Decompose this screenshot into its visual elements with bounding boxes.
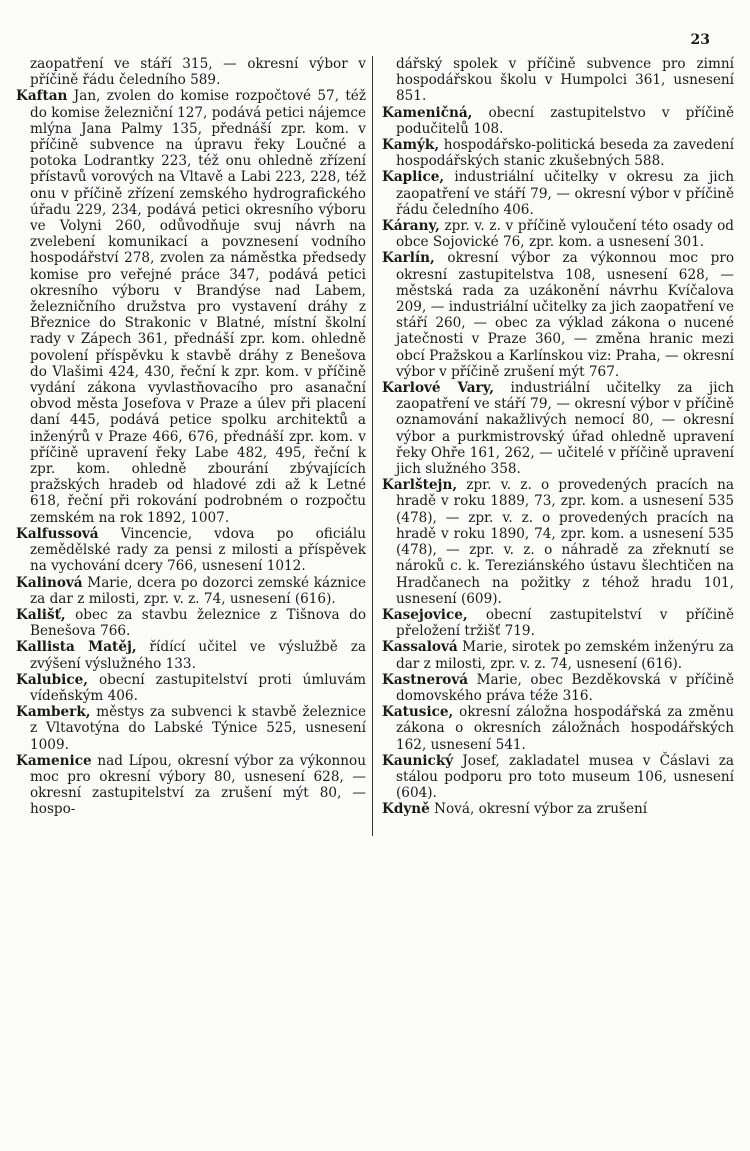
entry-heading: Karlín, bbox=[382, 250, 435, 267]
index-entry bbox=[16, 526, 366, 575]
entry-text: hospodářsko-politická beseda za zavedení hospodářských stanic zkušebných 588. bbox=[396, 137, 734, 170]
entry-text: Marie, sirotek po zemském inženýru za dar z milosti, zpr. v. z. 74, usnesení (616). bbox=[396, 639, 734, 672]
entry-text: industriální učitelky za jich zaopatření ve stáří 79, — okresní výbor v příčině oznamování nakažlivých nemocí 80, — okresní výbor a purkmistrovský úřad ohledně upravení řeky Ohře 161, 262, — učitelé v příčině upravení jich služného 358. bbox=[396, 380, 734, 478]
entry-heading: Karlštejn, bbox=[382, 477, 458, 494]
entry-text: zaopatření ve stáří 315, — okresní výbor v příčině řádu čeledního 589. bbox=[30, 56, 366, 89]
entry-text: nad Lípou, okresní výbor za výkonnou moc pro okresní výbory 80, usnesení 628, — okresní zastupitelství za zrušení mýt 80, — hospo- bbox=[30, 752, 366, 818]
entry-text: Jan, zvolen do komise rozpočtové 57, též do komise železniční 127, podává petici nájemce mlýna Jana Palmy 135, přednáší zpr. kom. v příčině subvence na úpravu řeky Loučné a potoka Lodrantky 223, též onu ohledně zřízení přístavů vorových na Vltavě a Labi 223, 228, též onu v příčině zřízení zemského hydrografického úřadu 229, 234, podává petici okresního výboru ve Volyni 260, odůvodňuje svuj návrh na zvelebení komunikací a povznesení vodního hospodářství 278, zvolen za náměstka předsedy komise pro veřejné práce 347, podává petici okresního výboru v Brandýse nad Labem, železničního družstva pro vystavení dráhy z Březnice do Strakonic v Blatné, místní školní rady v Zápech 361, přednáší zpr. kom. ohledně povolení příspěvku k stavbě dráhy z Benešova do Vlašimi 424, 430, řeční k zpr. kom. v příčině vydání zákona vyvlastňovacího pro asanační obvod města Josefova v Praze a úlev při placení daní 445, podává petice spolku architektů a inženýrů v Praze 466, 676, přednáší zpr. kom. v příčině upravení řeky Labe 482, 495, řeční k zpr. kom. ohledně zbourání zbývajících pražských hradeb od hladové zdi až k Letné 618, řeční při rokování podrobném o rozpočtu zemském na rok 1892, 1007. bbox=[30, 88, 367, 526]
entry-heading: Kameničná, bbox=[382, 104, 473, 121]
right-column bbox=[382, 56, 734, 818]
index-entry bbox=[16, 639, 366, 671]
index-entry bbox=[382, 380, 734, 477]
entry-text: Josef, zakladatel musea v Čáslavi za stálou podporu pro toto museum 106, usnesení (604). bbox=[396, 752, 734, 802]
index-entry bbox=[382, 672, 734, 704]
entry-text: Vincencie, vdova po oficiálu zemědělské rady za pensi z milosti a příspěvek na vychování dcery 766, usnesení 1012. bbox=[30, 525, 366, 575]
index-entry bbox=[382, 753, 734, 802]
entry-text: obec za stavbu železnice z Tišnova do Benešova 766. bbox=[30, 606, 366, 640]
entry-text: Marie, dcera po dozorci zemské káznice za dar z milosti, zpr. v. z. 74, usnesení (616). bbox=[30, 574, 366, 607]
index-entry bbox=[382, 105, 734, 137]
entry-text: zpr. v. z. v příčině vyloučení této osady od obce Sojovické 76, zpr. kom. a usnesení 301. bbox=[396, 218, 734, 251]
entry-heading: Kamenice bbox=[16, 752, 92, 769]
index-entry bbox=[382, 218, 734, 250]
index-entry bbox=[16, 753, 366, 818]
entry-heading: Kalinová bbox=[16, 574, 83, 591]
index-entry bbox=[16, 672, 366, 704]
entry-heading: Kárany, bbox=[382, 218, 440, 235]
index-entry bbox=[16, 88, 366, 525]
entry-text: obecní zastupitelstvo v příčině podučitelů 108. bbox=[396, 104, 734, 137]
index-entry bbox=[382, 137, 734, 169]
entry-heading: Kalfussová bbox=[16, 525, 99, 542]
index-entry bbox=[382, 169, 734, 218]
index-entry bbox=[382, 639, 734, 671]
entry-heading: Kalubice, bbox=[16, 671, 88, 688]
entry-text: řídící učitel ve výslužbě za zvýšení výslužného 133. bbox=[30, 639, 366, 672]
page-number: 23 bbox=[690, 32, 710, 48]
entry-heading: Kamberk, bbox=[16, 704, 91, 721]
index-entry-continuation bbox=[16, 56, 366, 88]
entry-heading: Karlové Vary, bbox=[382, 380, 495, 397]
entry-heading: Kdyně bbox=[382, 801, 430, 818]
entry-heading: Kastnerová bbox=[382, 671, 469, 688]
entry-heading: Kališť, bbox=[16, 606, 66, 623]
left-column bbox=[16, 56, 373, 836]
index-entry bbox=[16, 704, 366, 753]
entry-heading: Kasejovice, bbox=[382, 606, 468, 623]
entry-text: městys za subvenci k stavbě železnice z Vltavotýna do Labské Týnice 525, usnesení 1009. bbox=[30, 704, 366, 753]
entry-heading: Kallista Matěj, bbox=[16, 639, 137, 656]
entry-heading: Kamýk, bbox=[382, 137, 440, 154]
entry-heading: Kassalová bbox=[382, 639, 458, 656]
index-entry bbox=[382, 704, 734, 753]
entry-text: obecní zastupitelství v příčině přeložení tržišť 719. bbox=[396, 606, 734, 640]
entry-text: zpr. v. z. o provedených pracích na hradě v roku 1889, 73, zpr. kom. a usnesení 535 (478), — zpr. v. z. o provedených pracích na hradě v roku 1890, 74, zpr. kom. a usnesení 535 (478), — zpr. v. z. o náhradě za zřeknutí se nároků c. k. Tereziánského ústavu šlechtičen na Hradčanech na požitky z téhož hradu 101, usnesení (609). bbox=[396, 477, 734, 607]
index-entry bbox=[16, 575, 366, 607]
entry-text: industriální učitelky v okresu za jich zaopatření ve stáří 79, — okresní výbor v příčině řádu čeledního 406. bbox=[396, 169, 734, 218]
entry-heading: Kaunický bbox=[382, 752, 454, 769]
index-entry-continuation bbox=[382, 56, 734, 105]
entry-text: okresní záložna hospodářská za změnu zákona o okresních záložnách hospodářských 162, usnesení 541. bbox=[396, 704, 734, 753]
index-entry bbox=[382, 801, 734, 817]
entry-text: Marie, obec Bezděkovská v příčině domovského práva téže 316. bbox=[396, 671, 734, 704]
index-entry bbox=[382, 250, 734, 380]
entry-heading: Kaplice, bbox=[382, 169, 445, 186]
entry-heading: Kaftan bbox=[16, 88, 68, 105]
index-entry bbox=[382, 607, 734, 639]
entry-text: obecní zastupitelství proti úmluvám vídeňským 406. bbox=[30, 671, 366, 704]
entry-text: Nová, okresní výbor za zrušení bbox=[429, 801, 648, 818]
entry-heading: Katusice, bbox=[382, 704, 454, 721]
entry-text: dářský spolek v příčině subvence pro zimní hospodářskou školu v Humpolci 361, usnesení 851. bbox=[396, 56, 734, 105]
entry-text: okresní výbor za výkonnou moc pro okresní zastupitelstva 108, usnesení 628, — městská rada za uzákonění návrhu Kvíčalova 209, — industriální učitelky za jich zaopatření ve stáří 260, — obec za výklad zákona o nucené jatečnosti v Praze 360, — změna hranic mezi obcí Pražskou a Karlínskou viz: Praha, — okresní výbor v příčině zrušení mýt 767. bbox=[396, 250, 734, 380]
index-entry bbox=[382, 477, 734, 607]
index-entry bbox=[16, 607, 366, 639]
